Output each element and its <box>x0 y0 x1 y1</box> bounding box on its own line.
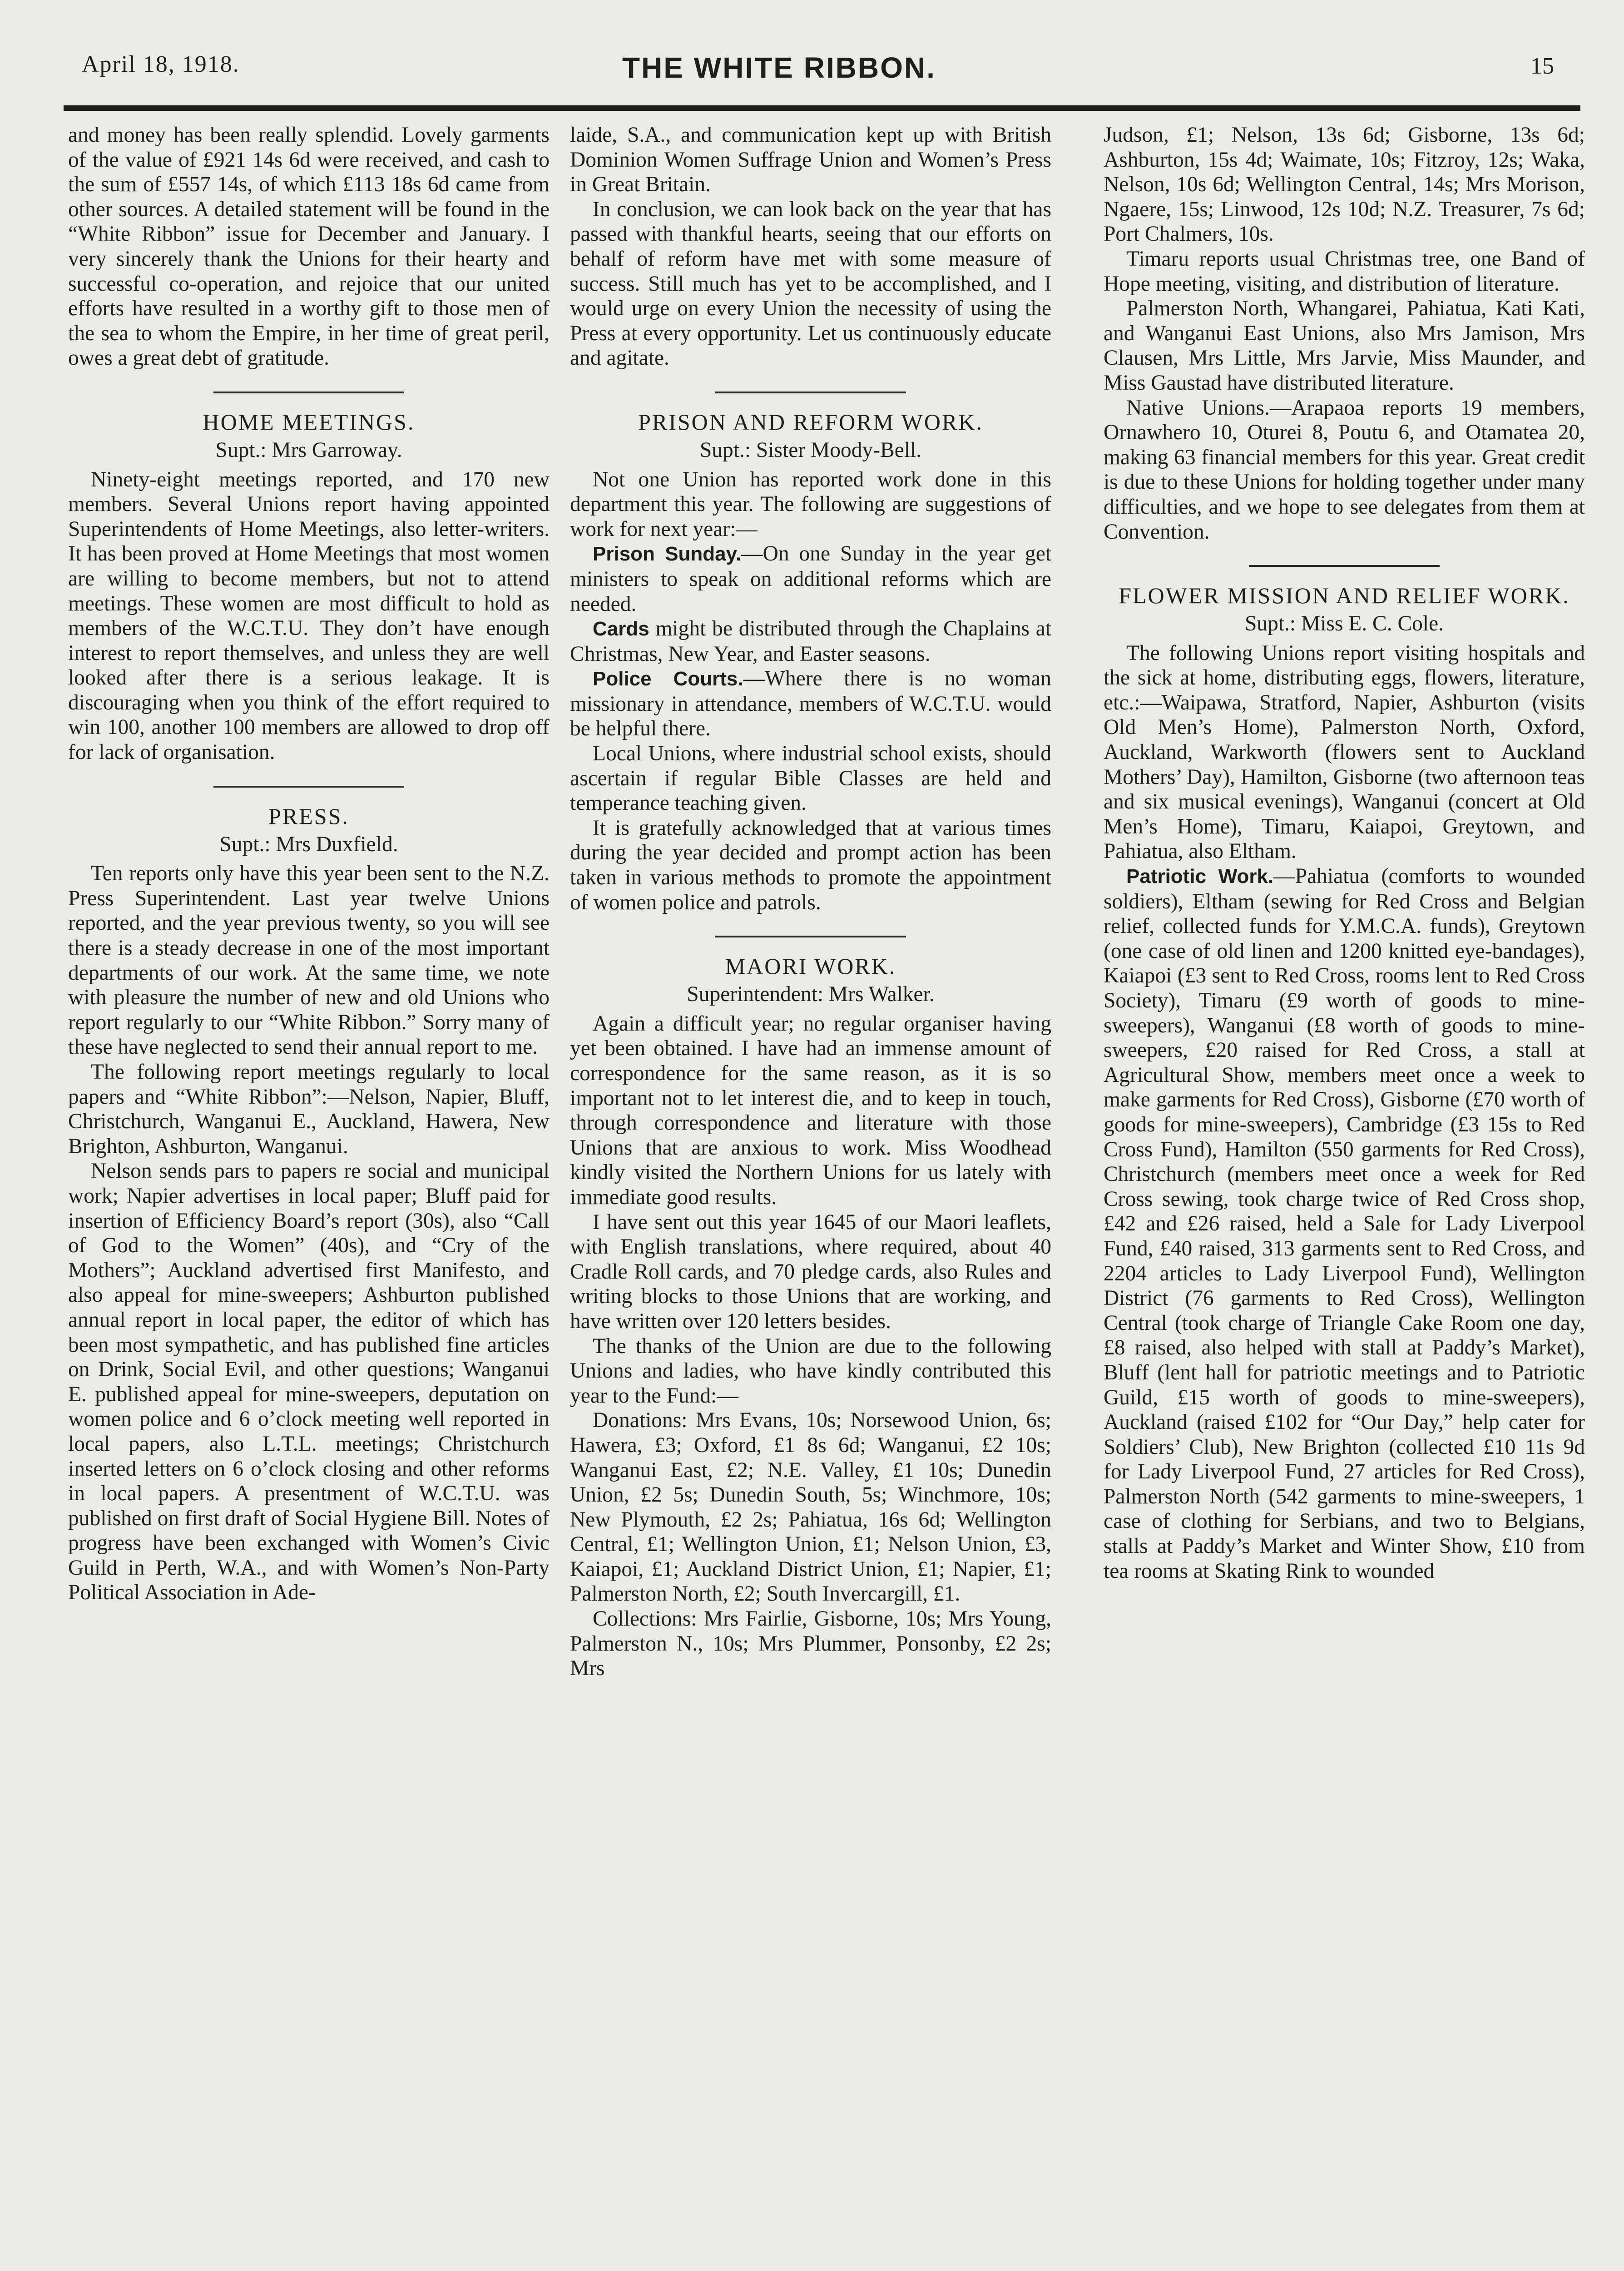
run-in-heading: Patriotic Work. <box>1126 865 1274 888</box>
section-heading-prison: PRISON AND REFORM WORK. <box>638 409 983 435</box>
paragraph-text: —Where there is no woman missionary in attendance, members of W.C.T.U. would be helpful there. <box>570 667 1051 741</box>
section-heading-home-meetings: HOME MEETINGS. <box>203 409 415 435</box>
superintendent-line: Supt.: Miss E. C. Cole. <box>1244 612 1444 636</box>
prison-paragraph: Not one Union has reported work done in this department this year. The following are suggestions of work for next year:— <box>570 467 1051 541</box>
press-paragraph: The following report meetings regularly to local papers and “White Ribbon”:—Nelson, Napier, Bluff, Christchurch, Wanganui E., Auckland, Hawera, New Brighton, Ashburton, Wanganui. <box>68 1060 550 1158</box>
intro-paragraph: and money has been really splendid. Lovely garments of the value of £921 14s 6d were received, and cash to the sum of £557 14s, of which £113 18s 6d came from other sources. A detailed statement will be found in the “White Ribbon” issue for December and January. I very sincerely thank the Unions for their hearty and successful co-operation, and rejoice that our united efforts have resulted in a worthy gift to those men of the sea to whom the Empire, in her time of great peril, owes a great debt of gratitude. <box>68 123 550 370</box>
column-1 <box>68 123 550 2271</box>
press-conclusion: In conclusion, we can look back on the year that has passed with thankful hearts, seeing that our efforts on behalf of reform have met with some measure of success. Still much has yet to be accomplished, and I would urge on every Union the necessity of using the Press at every opportunity. Let us continuously educate and agitate. <box>570 197 1051 370</box>
superintendent-line: Supt.: Sister Moody-Bell. <box>699 438 922 462</box>
paragraph-text: might be distributed through the Chaplains at Christmas, New Year, and Easter seasons. <box>570 617 1051 666</box>
paragraph-text: —On one Sunday in the year get ministers to speak on additional reforms which are needed. <box>570 542 1051 616</box>
section-divider <box>1249 565 1440 567</box>
patriotic-work-paragraph <box>1104 864 1585 1583</box>
literature-paragraph: Palmerston North, Whangarei, Pahiatua, Kati Kati, and Wanganui East Unions, also Mrs Jamison, Mrs Clausen, Mrs Little, Mrs Jarvie, Miss Maunder, and Miss Gaustad have distributed literature. <box>1104 297 1585 395</box>
paragraph-text: —Pahiatua (comforts to wounded soldiers), Eltham (sewing for Red Cross and Belgian relief, collected funds for Y.M.C.A. funds), Greytown (one case of old linen and 1200 knitted eye-bandages), Kaiapoi (£3 sent to Red Cross, rooms lent to Red Cross Society), Timaru (£9 worth of goods to mine-sweepers), Wanganui (£8 worth of goods to mine-sweepers, £20 raised for Red Cross, a stall at Agricultural Show, members meet once a week to make garments for Red Cross), Gisborne (£70 worth of goods for mine-sweepers), Cambridge (£3 15s to Red Cross Fund), Hamilton (550 garments for Red Cross), Christchurch (members meet once a week for Red Cross sewing, took charge twice of Red Cross shop, £42 and £26 raised, held a Sale for Lady Liverpool Fund, £40 raised, 313 garments sent to Red Cross, and 2204 articles to Lady Liverpool Fund), Wellington District (76 garments to Red Cross), Wellington Central (took charge of Triangle Cake Room one day, £8 raised, also helped with stall at Paddy’s Market), Bluff (lent hall for patriotic meetings and to Patriotic Guild, £15 worth of goods to mine-sweepers), Auckland (raised £102 for “Our Day,” help cater for Soldiers’ Club), New Brighton (collected £10 11s 9d for Lady Liverpool Fund, 27 articles for Red Cross), Palmerston North (542 garments to mine-sweepers, 1 case of clothing for Serbians, and two to Belgians, stalls at Paddy’s Market and Winter Show, £10 from tea rooms at Skating Rink to wounded <box>1104 864 1585 1583</box>
superintendent-line: Supt.: Mrs Duxfield. <box>219 832 398 856</box>
collections-paragraph: Collections: Mrs Fairlie, Gisborne, 10s; Mrs Young, Palmerston N., 10s; Mrs Plummer, Ponsonby, £2 2s; Mrs <box>570 1607 1051 1681</box>
run-in-heading: Police Courts. <box>593 668 743 690</box>
section-divider <box>213 392 404 393</box>
issue-date: April 18, 1918. <box>82 51 240 77</box>
timaru-paragraph: Timaru reports usual Christmas tree, one Band of Hope meeting, visiting, and distribution of literature. <box>1104 247 1585 296</box>
collections-continuation: Judson, £1; Nelson, 13s 6d; Gisborne, 13s 6d; Ashburton, 15s 4d; Waimate, 10s; Fitzroy, 12s; Waka, Nelson, 10s 6d; Wellington Central, 14s; Mrs Morison, Ngaere, 15s; Linwood, 12s 10d; N.Z. Treasurer, 7s 6d; Port Chalmers, 10s. <box>1104 123 1585 246</box>
run-in-heading: Cards <box>593 618 649 640</box>
header-rule <box>64 105 1580 111</box>
maori-paragraph: I have sent out this year 1645 of our Maori leaflets, with English translations, where required, about 40 Cradle Roll cards, and 70 pledge cards, also Rules and writing blocks to those Unions that are working, and have written over 120 letters besides. <box>570 1210 1051 1333</box>
section-heading-press: PRESS. <box>268 803 349 829</box>
publication-title: THE WHITE RIBBON. <box>622 51 936 84</box>
native-unions-paragraph: Native Unions.—Arapaoa reports 19 members, Ornawhero 10, Oturei 8, Poutu 6, and Otamatea 20, making 63 financial members for this year. Great credit is due to these Unions for holding together under many difficulties, and we hope to see delegates from them at Convention. <box>1104 396 1585 544</box>
page-header <box>0 0 1624 114</box>
section-heading-flower-mission: FLOWER MISSION AND RELIEF WORK. <box>1119 583 1570 609</box>
column-2 <box>570 123 1051 2271</box>
flower-mission-paragraph: The following Unions report visiting hospitals and the sick at home, distributing eggs, flowers, literature, etc.:—Waipawa, Stratford, Napier, Ashburton (visits Old Men’s Home), Palmerston North, Oxford, Auckland, Warkworth (flowers sent to Auckland Mothers’ Day), Hamilton, Gisborne (two afternoon teas and six musical evenings), Wanganui (concert at Old Men’s Home), Timaru, Kaiapoi, Greytown, and Pahiatua, also Eltham. <box>1104 641 1585 863</box>
superintendent-line: Superintendent: Mrs Walker. <box>687 982 935 1007</box>
press-paragraph: Nelson sends pars to papers re social and municipal work; Napier advertises in local paper; Bluff paid for insertion of Efficiency Board’s report (30s), also “Call of God to the Women” (40s), and “Cry of the Mothers”; Auckland advertised first Manifesto, and also appeal for mine-sweepers; Ashburton published annual report in local paper, the editor of which has been most sympathetic, and has published fine articles on Drink, Social Evil, and other questions; Wanganui E. published appeal for mine-sweepers, deputation on women police and 6 o’clock meeting well reported in local papers, also L.T.L. meetings; Christchurch inserted letters on 6 o’clock closing and other reforms in local papers. A presentment of W.C.T.U. was published on first draft of Social Hygiene Bill. Notes of progress have been exchanged with Women’s Civic Guild in Perth, W.A., and with Women’s Non-Party Political Association in Ade- <box>68 1159 550 1605</box>
section-divider <box>715 392 906 393</box>
maori-paragraph: The thanks of the Union are due to the following Unions and ladies, who have kindly contributed this year to the Fund:— <box>570 1334 1051 1408</box>
cards-paragraph <box>570 616 1051 666</box>
maori-paragraph: Again a difficult year; no regular organiser having yet been obtained. I have had an immense amount of correspondence for the same reason, as it is so important not to let interest die, and to keep in touch, through correspondence and literature with those Unions that are anxious to work. Miss Woodhead kindly visited the Northern Unions for us lately with immediate good results. <box>570 1012 1051 1209</box>
prison-paragraph: Local Unions, where industrial school exists, should ascertain if regular Bible Classes are held and temperance teaching given. <box>570 742 1051 815</box>
press-paragraph: Ten reports only have this year been sent to the N.Z. Press Superintendent. Last year twelve Unions reported, and the year previous twenty, so you will see there is a steady decrease in one of the most important departments of our work. At the same time, we note with pleasure the number of new and old Unions who report regularly to our “White Ribbon.” Sorry many of these have neglected to send their annual report to me. <box>68 862 550 1059</box>
column-3 <box>1104 123 1585 2271</box>
press-continuation: laide, S.A., and communication kept up with British Dominion Women Suffrage Union and Women’s Press in Great Britain. <box>570 123 1051 197</box>
page-number: 15 <box>1530 53 1554 79</box>
police-courts-paragraph <box>570 666 1051 741</box>
section-heading-maori: MAORI WORK. <box>725 953 896 979</box>
section-divider <box>213 786 404 788</box>
run-in-heading: Prison Sunday. <box>593 543 742 565</box>
prison-paragraph: It is gratefully acknowledged that at various times during the year decided and prompt action has been taken in various methods to promote the appointment of women police and patrols. <box>570 816 1051 914</box>
section-divider <box>715 936 906 937</box>
donations-paragraph: Donations: Mrs Evans, 10s; Norsewood Union, 6s; Hawera, £3; Oxford, £1 8s 6d; Wanganui, £2 10s; Wanganui East, £2; N.E. Valley, £1 10s; Dunedin Union, £2 5s; Dunedin South, 5s; Winchmore, 10s; New Plymouth, £2 2s; Pahiatua, 16s 6d; Wellington Central, £1; Wellington Union, £1; Nelson Union, £3, Kaiapoi, £1; Auckland District Union, £1; Napier, £1; Palmerston North, £2; South Invercargill, £1. <box>570 1408 1051 1606</box>
prison-sunday-paragraph <box>570 541 1051 616</box>
superintendent-line: Supt.: Mrs Garroway. <box>215 438 402 462</box>
home-meetings-paragraph: Ninety-eight meetings reported, and 170 new members. Several Unions report having appointed Superintendents of Home Meetings, also letter-writers. It has been proved at Home Meetings that most women are willing to become members, but not to attend meetings. These women are most difficult to hold as members of the W.C.T.U. They don’t have enough interest to report themselves, and unless they are well looked after there is a serious leakage. It is discouraging when you think of the effort required to win 100, another 100 members are allowed to drop off for lack of organisation. <box>68 467 550 764</box>
